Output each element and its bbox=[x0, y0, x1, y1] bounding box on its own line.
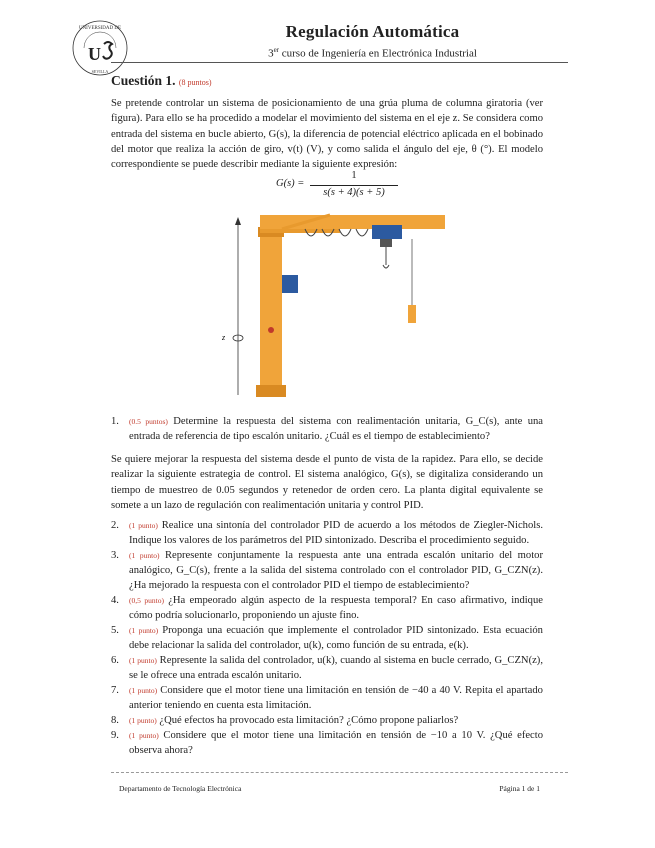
axis-z-label: z bbox=[222, 333, 226, 342]
list-item: 4. (0,5 punto) ¿Ha empeorado algún aspecto de la respuesta temporal? En caso afirmativo, indique cómo podría solucionarlo, proponiendo un ajuste fino. bbox=[111, 595, 543, 621]
document-title: Regulación Automática bbox=[285, 22, 460, 41]
svg-text:UNIVERSIDAD DE: UNIVERSIDAD DE bbox=[78, 26, 122, 31]
svg-text:U: U bbox=[88, 44, 101, 64]
footer-page-number: Página 1 de 1 bbox=[499, 784, 540, 793]
header-divider bbox=[111, 62, 568, 63]
item-list bbox=[111, 518, 543, 758]
transfer-function-formula: G(s) = 1 s(s + 4)(s + 5) bbox=[270, 170, 390, 200]
list-item: 1. (0.5 puntos) Determine la respuesta del sistema con realimentación unitaria, G_C(s), ante una entrada de referencia de tipo escalón unitario. ¿Cuál es el tiempo de establecimiento? bbox=[111, 416, 543, 442]
list-item: 6. (1 punto) Represente la salida del controlador, u(k), cuando al sistema en bucle cerrado, G_CZN(z), se le ofrece una entrada escalón unitario. bbox=[111, 655, 543, 681]
university-seal-logo bbox=[70, 18, 130, 78]
question-points: (8 puntos) bbox=[178, 78, 212, 87]
second-paragraph: Se quiere mejorar la respuesta del sistema desde el punto de vista de la rapidez. Para ello, se decide realizar la siguiente estrategia de control. El sistema analógico, G(s), se digitaliza considerando un tiempo de muestreo de 0.05 segundos y retenedor de orden cero. La planta digital equivalente se somete a un lazo de regulación con realimentación unitaria y control PID. bbox=[111, 454, 543, 511]
list-item: 2. (1 punto) Realice una sintonía del controlador PID de acuerdo a los métodos de Ziegler-Nichols. Indique los valores de los parámetros del PID sintonizado. Describa el procedimiento seguido. bbox=[111, 520, 543, 546]
list-item: 3. (1 punto) Represente conjuntamente la respuesta ante una entrada escalón unitario del motor analógico, G_C(s), frente a la salida del sistema controlado con el controlador PID, G_CZN(z). ¿Ha mejorado la respuesta con el controlador PID el tiempo de establecimiento? bbox=[111, 550, 543, 591]
intro-paragraph: Se pretende controlar un sistema de posicionamiento de una grúa pluma de columna giratoria (ver figura). Para ello se ha procedido a modelar el movimiento del sistema en el eje z. Se considera como entrada del sistema en bucle abierto, G(s), la diferencia de potencial eléctrico aplicada en el bobinado del motor que realiza la acción de giro, v(t) (V), y como salida el ángulo del eje, θ (°). El modelo correspondiente se puede describir mediante la siguiente expresión: bbox=[111, 98, 543, 171]
list-item: 5. (1 punto) Proponga una ecuación que implemente el controlador PID sintonizado. Esta ecuación debe relacionar la salida del controlador, u(k), como función de su entrada, e(k). bbox=[111, 625, 543, 651]
question-heading: Cuestión 1. (8 puntos) bbox=[111, 73, 212, 88]
list-item: 8. (1 punto) ¿Qué efectos ha provocado esta limitación? ¿Cómo propone paliarlos? bbox=[111, 715, 459, 726]
document-subtitle: 3er curso de Ingeniería en Electrónica Industrial bbox=[268, 46, 477, 60]
footer-divider bbox=[111, 772, 568, 773]
item-list-first bbox=[111, 414, 543, 444]
list-item: 7. (1 punto) Considere que el motor tiene una limitación en tensión de −40 a 40 V. Repita el apartado anterior teniendo en cuenta esta limitación. bbox=[111, 685, 543, 711]
list-item: 9. (1 punto) Considere que el motor tiene una limitación en tensión de −10 a 10 V. ¿Qué efecto observa ahora? bbox=[111, 730, 543, 756]
svg-text:SEVILLA: SEVILLA bbox=[91, 69, 109, 74]
footer-department: Departamento de Tecnología Electrónica bbox=[119, 784, 242, 793]
jib-crane-figure bbox=[220, 205, 450, 405]
